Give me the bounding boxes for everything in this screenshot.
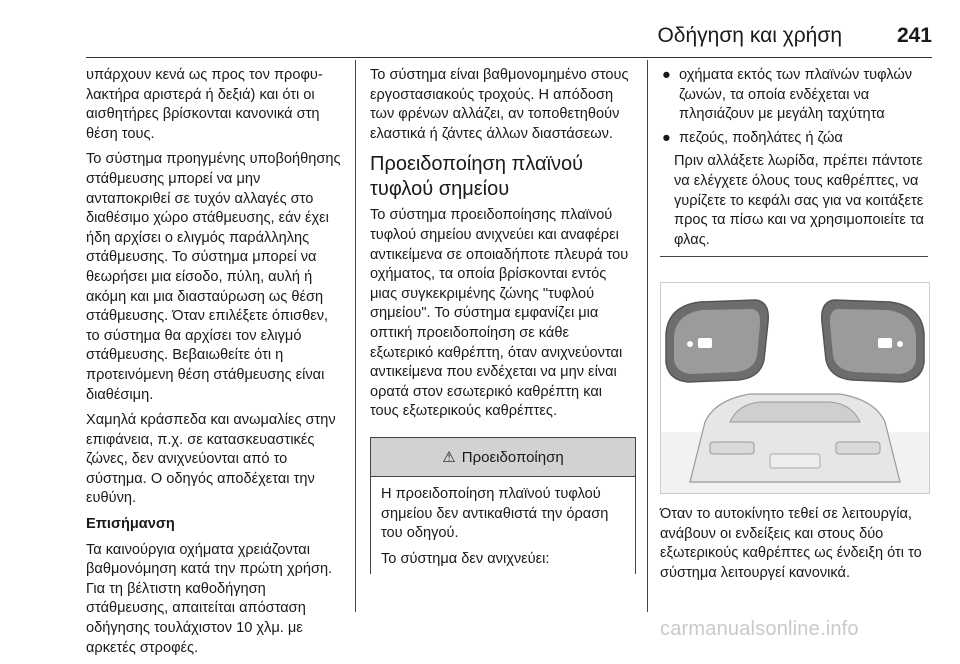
warning-light-icon (687, 341, 693, 347)
paragraph: Το σύστημα είναι βαθμονομημένο στους εργοστασιακούς τροχούς. Η απόδοση των φρένων αλλάζει, αν τοποθετηθούν ελαστικά ή ζάντες άλλων διαστάσεων. (370, 67, 629, 142)
paragraph: Πριν αλλάξετε λωρίδα, πρέπει πάντοτε να ελέγχετε όλους τους καθρέπτες, να γυρίζετε το κεφάλι σας για να κοιτάξετε προς τα πίσω και να χρησιμοποιείτε τα φλας. (674, 153, 924, 248)
column-divider-2 (647, 60, 648, 612)
blind-spot-figure (660, 282, 930, 494)
figure-caption: Όταν το αυτοκίνητο τεθεί σε λειτουργία, ανάβουν οι ενδείξεις και στους δύο εξωτερικούς καθρέπτες ως ένδειξη ότι το σύστημα λειτουργεί κανονικά. (660, 506, 922, 581)
header-rule (86, 57, 932, 58)
section-heading: Προειδοποίηση πλαϊνού τυφλού σημείου (370, 153, 584, 201)
warning-box (370, 437, 636, 574)
list-item (660, 129, 928, 149)
warning-light-icon (897, 341, 903, 347)
column-1 (86, 66, 344, 664)
column-3 (660, 66, 928, 257)
paragraph: Το σύστημα προειδοποίησης πλαϊνού τυφλού σημείου ανιχνεύει και αναφέρει αντικείμενα σε οποιαδήποτε πλευρά του οχήματος, τα οποία βρίσκονται εντός μιας συγκεκριμένης ζώνης "τυφλού σημείου". Το σύστημα εμφανίζει μια οπτική προειδοποίηση σε κάθε εξωτερικό καθρέπτη, όταν ανιχνεύονται αντικείμενα που ενδέχεται να μην είναι ορατά στον εσωτερικό καθρέπτη και τους εξωτερικούς καθρέπτες. (370, 207, 629, 420)
warning-header (371, 438, 635, 477)
watermark: carmanualsonline.info (660, 618, 859, 640)
bullet-icon: ● (662, 67, 671, 83)
note-body: Τα καινούργια οχήματα χρειάζονται βαθμονόμηση κατά την πρώτη χρήση. Για τη βέλτιστη καθοδήγηση στάθμευσης, απαιτείται απόσταση οδήγησης τουλάχιστον 10 χλμ. με αρκετές στροφές. (86, 541, 333, 656)
bullet-icon: ● (662, 129, 671, 146)
warning-title: Προειδοποίηση (461, 448, 564, 466)
warning-body (371, 477, 635, 569)
paragraph: υπάρχουν κενά ως προς τον προφυλακτήρα αριστερά ή δεξιά) και ότι οι αισθητήρες βρίσκονται κανονικά στη θέση τους. (86, 67, 323, 142)
page-header (86, 0, 932, 56)
bullet-list (660, 66, 928, 148)
column-divider-1 (355, 60, 356, 612)
warning-text: Η προειδοποίηση πλαϊνού τυφλού σημείου δεν αντικαθιστά την όραση του οδηγού. (381, 486, 609, 542)
list-item-text: πεζούς, ποδηλάτες ή ζώα (679, 129, 843, 146)
warning-continuation (660, 152, 928, 257)
note-heading: Επισήμανση (86, 516, 175, 533)
header-title: Οδήγηση και χρήση (657, 24, 842, 47)
list-item-text: οχήματα εκτός των πλαϊνών τυφλών ζωνών, τα οποία ενδέχεται να πλησιάζουν με μεγάλη ταχύτητα (679, 67, 913, 123)
warning-triangle-icon: ⚠ (442, 449, 456, 466)
warning-text: Το σύστημα δεν ανιχνεύει: (381, 550, 550, 567)
list-item (660, 66, 928, 125)
paragraph: Χαμηλά κράσπεδα και ανωμαλίες στην επιφάνεια, π.χ. σε κατασκευαστικές ζώνες, δεν ανιχνεύονται από το σύστημα. Ο οδηγός αποδέχεται την ευθύνη. (86, 412, 336, 507)
blind-spot-illustration (660, 282, 930, 494)
column-2 (370, 66, 634, 428)
paragraph: Το σύστημα προηγμένης υποβοήθησης στάθμευσης μπορεί να μην ανταποκριθεί σε τυχόν αλλαγές στο διαθέσιμο χώρο στάθμευσης, εάν έχει ήδη αρχίσει ο ελιγμός παράλληλης στάθμευσης. Το σύστημα μπορεί να θεωρήσει μια είσοδο, πύλη, αυλή ή ακόμη και μια διασταύρωση ως θέση στάθμευσης. Όταν επιλέξετε όπισθεν, το σύστημα θα αρχίσει τον ελιγμό στάθμευσης. Βεβαιωθείτε ότι η προτεινόμενη θέση στάθμευσης είναι διαθέσιμη. (86, 151, 341, 403)
page-number: 241 (896, 24, 932, 47)
